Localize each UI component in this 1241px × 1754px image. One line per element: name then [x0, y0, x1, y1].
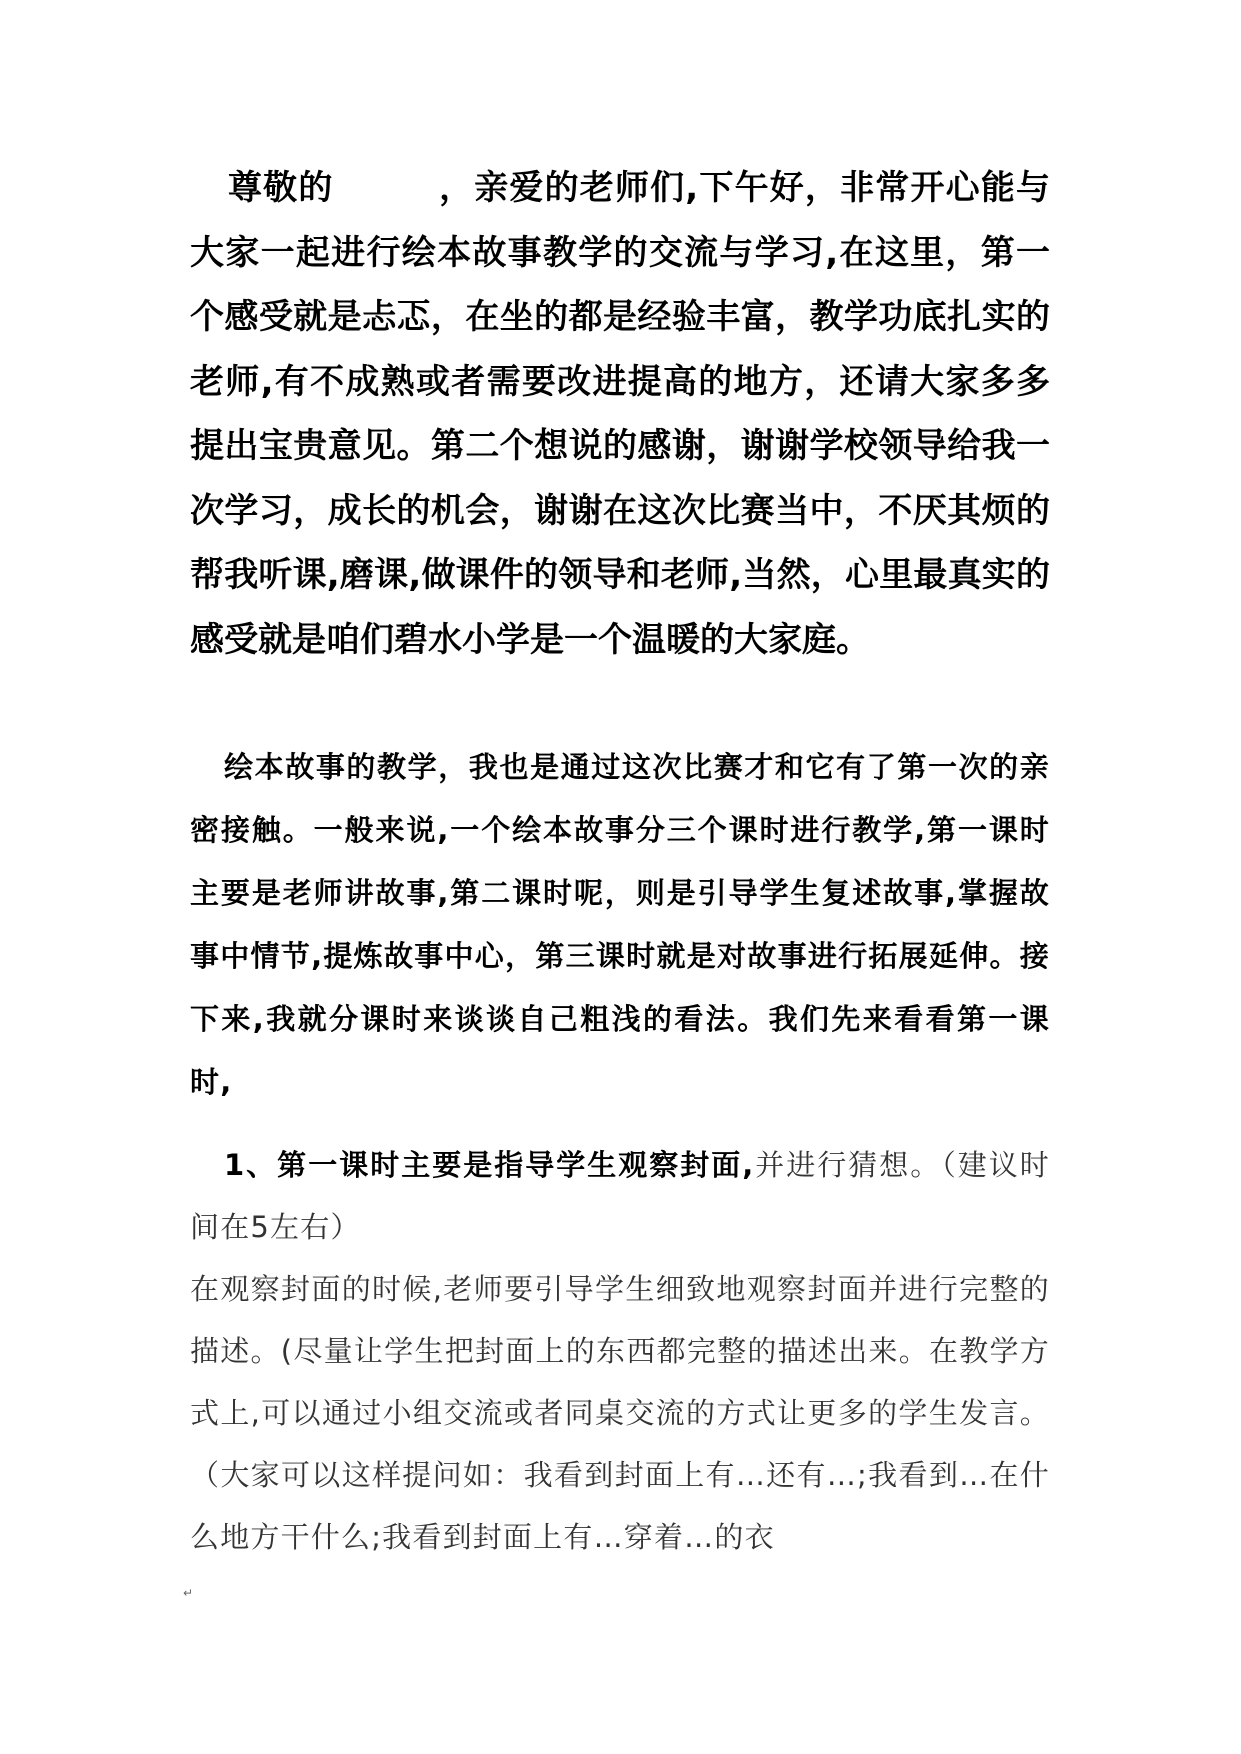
- item-1-lead: 1、第一课时主要是指导学生观察封面,: [224, 1148, 755, 1182]
- item-1-body: 在观察封面的时候,老师要引导学生细致地观察封面并进行完整的描述。(尽量让学生把封面上的东西都完整的描述出来。在教学方式上,可以通过小组交流或者同桌交流的方式让更多的学生发言。（大家可以这样提问如：我看到封面上有…还有…;我看到…在什么地方干什么;我看到封面上有…穿着…的衣: [190, 1272, 1050, 1554]
- item-1-heading: [190, 1134, 1050, 1258]
- opening-paragraph: 尊敬的 ，亲爱的老师们,下午好，非常开心能与大家一起进行绘本故事教学的交流与学习,在这里，第一个感受就是忐忑，在坐的都是经验丰富，教学功底扎实的老师,有不成熟或者需要改进提高的地方，还请大家多多提出宝贵意见。第二个想说的感谢，谢谢学校领导给我一次学习，成长的机会，谢谢在这次比赛当中，不厌其烦的帮我听课,磨课,做课件的领导和老师,当然，心里最真实的感受就是咱们碧水小学是一个温暖的大家庭。: [190, 168, 1050, 660]
- item-1-note: 并进行猜想。（建议时间在5左右）: [190, 1148, 1050, 1244]
- paragraph-mark-icon: ↵: [183, 1586, 194, 1600]
- intro-paragraph: 绘本故事的教学，我也是通过这次比赛才和它有了第一次的亲密接触。一般来说,一个绘本故事分三个课时进行教学,第一课时主要是老师讲故事,第二课时呢，则是引导学生复述故事,掌握故事中情节,提炼故事中心，第三课时就是对故事进行拓展延伸。接下来,我就分课时来谈谈自己粗浅的看法。我们先来看看第一课时,: [190, 750, 1050, 1099]
